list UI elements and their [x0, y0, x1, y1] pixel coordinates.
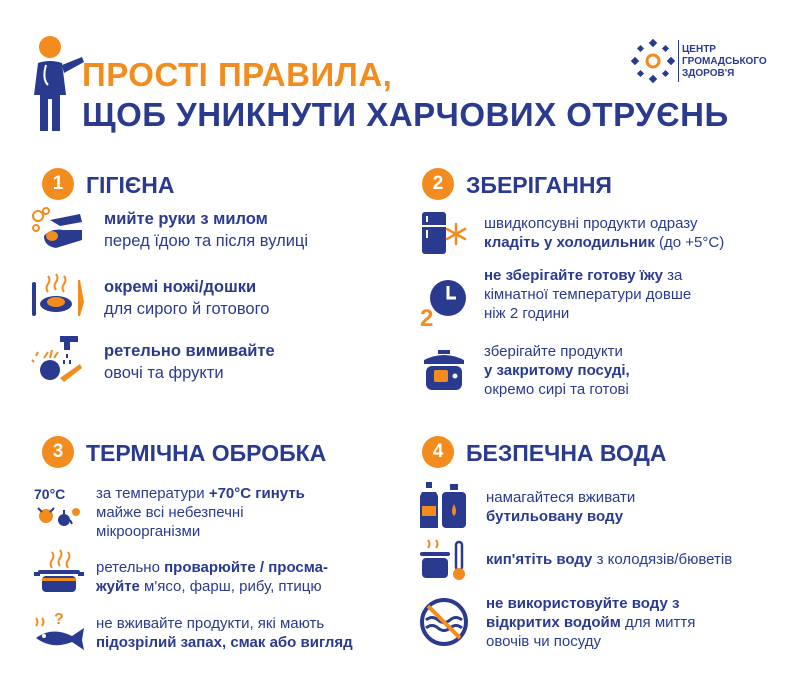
section-number-1: 1	[42, 168, 74, 200]
fridge-icon	[418, 210, 470, 256]
svg-text:2: 2	[420, 305, 434, 330]
section-title-thermal: ТЕРМІЧНА ОБРОБКА	[86, 440, 327, 466]
clock-2h-icon	[418, 276, 470, 330]
boil-water-icon	[416, 538, 470, 582]
hygiene-item-1-bold: мийте руки з милом	[104, 210, 268, 228]
svg-text:?: ?	[54, 611, 64, 628]
hygiene-item-2-bold: окремі ножі/дошки	[104, 278, 257, 296]
microbes-icon	[34, 502, 86, 532]
water-item-3-bold: не використовуйте воду з	[486, 595, 680, 612]
hygiene-item-2	[104, 276, 269, 320]
storage-item-2-rest: за	[662, 267, 683, 284]
storage-item-1	[484, 214, 724, 252]
section-number-4: 4	[422, 436, 454, 468]
hygiene-item-3-text: овочі та фрукти	[104, 364, 224, 382]
closed-pot-icon	[418, 346, 470, 396]
thermal-item-2	[96, 558, 328, 596]
thermal-item-3	[96, 614, 353, 652]
storage-item-3-line-3: окремо сирі та готові	[484, 381, 629, 398]
water-item-1-bold: бутильовану воду	[486, 508, 624, 525]
storage-item-3-bold: у закритому посуді,	[484, 362, 630, 379]
title-line-1: ПРОСТІ ПРАВИЛА,	[82, 56, 393, 93]
hygiene-item-3-bold: ретельно вимивайте	[104, 342, 275, 360]
thermal-item-3-bold: підозрілий запах, смак або вигляд	[96, 634, 353, 651]
logo-text	[682, 44, 767, 80]
hygiene-item-3	[104, 340, 275, 384]
storage-item-2-bold: не зберігайте готову їжу	[484, 267, 663, 284]
wash-vegetables-icon	[30, 332, 86, 386]
boiling-pot-icon	[32, 548, 86, 594]
doctor-icon	[30, 35, 90, 135]
water-item-3-rest: для миття	[620, 614, 696, 631]
storage-item-1-bold: кладіть у холодильник	[484, 234, 655, 251]
thermal-item-2-text: ретельно	[96, 559, 165, 576]
section-title-hygiene: ГІГІЄНА	[86, 172, 175, 198]
storage-item-2-line-2: кімнатної температури довше	[484, 286, 692, 303]
thermal-item-2-bold: проварюйте / просма-	[164, 559, 328, 576]
water-item-2	[486, 550, 732, 569]
water-item-2-rest: з колодязів/бюветів	[592, 551, 733, 568]
water-item-1	[486, 488, 635, 526]
water-item-1-line-1: намагайтеся вживати	[486, 489, 636, 506]
logo-line-2: ГРОМАДСЬКОГО	[682, 56, 767, 67]
section-number-2: 2	[422, 168, 454, 200]
storage-item-2	[484, 266, 691, 323]
temperature-label: 70°С	[34, 486, 66, 502]
hygiene-item-1	[104, 208, 308, 252]
thermal-item-2-bold-2: жуйте	[96, 578, 140, 595]
thermal-item-2-rest: м'ясо, фарш, рибу, птицю	[139, 578, 322, 595]
storage-item-3-line-1: зберігайте продукти	[484, 343, 623, 360]
water-item-2-bold: кип'ятіть воду	[486, 551, 593, 568]
storage-item-3	[484, 342, 630, 399]
storage-item-2-line-3: ніж 2 години	[484, 305, 570, 322]
thermal-item-3-line-1: не вживайте продукти, які мають	[96, 615, 325, 632]
water-item-3-line-3: овочів чи посуду	[486, 633, 602, 650]
no-open-water-icon	[418, 596, 470, 648]
bad-fish-icon	[32, 608, 88, 652]
bottled-water-icon	[416, 480, 470, 530]
logo-line-3: ЗДОРОВ'Я	[682, 68, 735, 79]
wash-hands-icon	[30, 206, 86, 252]
section-number-3: 3	[42, 436, 74, 468]
thermal-item-1-text: за температури	[96, 485, 209, 502]
title-line-2: ЩОБ УНИКНУТИ ХАРЧОВИХ ОТРУЄНЬ	[82, 96, 729, 133]
thermal-item-1-bold: +70°С гинуть	[208, 485, 305, 502]
logo-line-1: ЦЕНТР	[682, 44, 716, 55]
section-title-water: БЕЗПЕЧНА ВОДА	[466, 440, 667, 466]
water-item-3	[486, 594, 695, 651]
thermal-item-1	[96, 484, 305, 541]
storage-item-1-rest: (до +5°С)	[654, 234, 725, 251]
storage-item-1-line-1: швидкопсувні продукти одразу	[484, 215, 698, 232]
hygiene-item-1-text: перед їдою та після вулиці	[104, 232, 309, 250]
section-title-storage: ЗБЕРІГАННЯ	[466, 172, 612, 198]
thermal-item-1-line-3: мікроорганізми	[96, 523, 201, 540]
hygiene-item-2-text: для сирого й готового	[104, 300, 270, 318]
thermal-item-1-line-2: майже всі небезпечні	[96, 504, 244, 521]
knife-board-icon	[30, 272, 86, 318]
water-item-3-bold-2: відкритих водойм	[486, 614, 621, 631]
public-health-center-logo-icon	[630, 38, 676, 84]
